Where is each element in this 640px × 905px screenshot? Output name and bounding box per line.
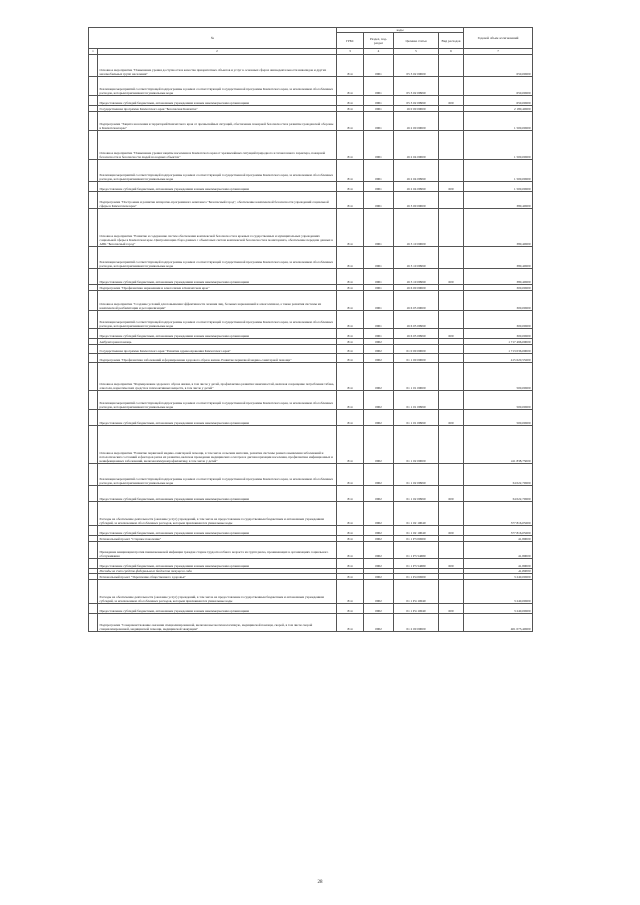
grbs-cell: 814 — [337, 604, 364, 614]
section-cell: 0902 — [364, 604, 394, 614]
expense-name-cell: Основное мероприятие "Повышение уровня защиты населения и Камчатского края от чрезвычайных ситуаций природного и техногенного характера, пожарной безопасности и безопасности людей на водных объектах" — [98, 131, 337, 160]
expense-type-cell — [439, 131, 464, 160]
row-index-cell — [89, 580, 98, 604]
expense-type-cell — [439, 426, 464, 464]
row-index-cell — [89, 112, 98, 131]
section-cell: 0901 — [364, 106, 394, 112]
target-article-cell: 01 2 00 00000 — [394, 614, 439, 632]
target-article-cell: 01 1 01 00000 — [394, 363, 439, 391]
section-cell: 0902 — [364, 536, 394, 542]
section-cell: 0902 — [364, 339, 394, 345]
section-cell: 0902 — [364, 464, 394, 486]
table-row — [89, 311, 533, 329]
row-index-cell — [89, 542, 98, 559]
target-article-cell: 16 3 10 09990 — [394, 247, 439, 269]
expense-type-cell — [439, 464, 464, 486]
amount-cell: 3 240,00000 — [464, 580, 533, 604]
section-cell: 0901 — [364, 77, 394, 96]
target-article-cell: 01 1 01 09990 — [394, 410, 439, 426]
column-number: 7 — [464, 49, 533, 55]
column-number: 3 — [337, 49, 364, 55]
section-cell: 0902 — [364, 526, 394, 536]
amount-cell: 1 500,00000 — [464, 131, 533, 160]
expense-type-cell — [439, 112, 464, 131]
row-index-cell — [89, 131, 98, 160]
amount-cell: 34 022,70000 — [464, 486, 533, 502]
grbs-cell: 814 — [337, 526, 364, 536]
amount-cell: 415 620,55000 — [464, 354, 533, 363]
row-index-cell — [89, 269, 98, 285]
expense-name-cell: Предоставление субсидий бюджетным, автономным учреждениям и иным некоммерческим организациям — [98, 182, 337, 192]
grbs-cell: 814 — [337, 269, 364, 285]
section-cell: 0902 — [364, 559, 394, 569]
expense-name-cell: Предоставление субсидий бюджетным, автономным учреждениям и иным некоммерческим организациям — [98, 269, 337, 285]
expense-type-cell: 600 — [439, 182, 464, 192]
amount-cell: 650,00000 — [464, 96, 533, 106]
amount-cell: 411 838,75000 — [464, 426, 533, 464]
target-article-cell: 01 1 01 09990 — [394, 391, 439, 410]
amount-cell: 300,00000 — [464, 285, 533, 291]
section-cell: 0902 — [364, 574, 394, 580]
expense-name-cell: Основное мероприятие "Развитие первичной медико-санитарной помощи, в том числе сельским жителям, развитие системы раннего выявления заболеваний и патологических состояний и факторов риска их развития, включая проведение медицинских осмотров и диспансеризации населения, профилактика инфекционных и неинфекционных заболеваний, включая иммунопрофилактику, в том числе у детей" — [98, 426, 337, 464]
target-article-cell: 01 1 P3 54680 — [394, 559, 439, 569]
table-row — [89, 329, 533, 339]
table-row — [89, 247, 533, 269]
table-row — [89, 77, 533, 96]
grbs-cell: 814 — [337, 339, 364, 345]
table-row — [89, 182, 533, 192]
target-article-cell: 16 0 00 00000 — [394, 106, 439, 112]
row-index-cell — [89, 391, 98, 410]
grbs-cell: 814 — [337, 209, 364, 247]
target-article-cell: 01 1 P4 10040 — [394, 604, 439, 614]
grbs-cell: 814 — [337, 502, 364, 526]
grbs-cell: 814 — [337, 291, 364, 311]
expense-name-cell: Подпрограмма "Профилактика наркомании и алкоголизма в Камчатском крае" — [98, 285, 337, 291]
expense-type-cell: 600 — [439, 604, 464, 614]
section-cell: 0902 — [364, 391, 394, 410]
table-row — [89, 502, 533, 526]
expense-name-cell: Реализация мероприятий соответствующей подпрограммы в рамках соответствующей государственной программы Камчатского края, за исключением обособленных расходов, которым присваиваются уникальные коды — [98, 391, 337, 410]
expense-name-cell: Основное мероприятие "Повышение уровня доступности и качества приоритетных объектов и услуг в основных сферах жизнедеятельности инвалидов и других маломобильных групп населения" — [98, 55, 337, 77]
row-index-cell — [89, 55, 98, 77]
grbs-cell: 814 — [337, 574, 364, 580]
section-cell: 0901 — [364, 329, 394, 339]
row-index-cell — [89, 209, 98, 247]
row-index-cell — [89, 329, 98, 339]
target-article-cell: 01 1 02 10040 — [394, 502, 439, 526]
amount-cell: 500,00000 — [464, 410, 533, 426]
amount-cell: 1 717 496,00000 — [464, 339, 533, 345]
table-row — [89, 192, 533, 209]
expense-type-cell: 600 — [439, 559, 464, 569]
section-cell: 0901 — [364, 160, 394, 182]
section-cell: 0901 — [364, 112, 394, 131]
grbs-cell: 814 — [337, 106, 364, 112]
table-row — [89, 131, 533, 160]
amount-cell: 377 816,05000 — [464, 526, 533, 536]
header-grbs: ГРБС — [337, 33, 364, 49]
section-cell: 0901 — [364, 192, 394, 209]
target-article-cell: 05 3 02 09990 — [394, 96, 439, 106]
section-cell: 0901 — [364, 182, 394, 192]
column-number: 1 — [89, 49, 98, 55]
grbs-cell: 814 — [337, 426, 364, 464]
grbs-cell: 814 — [337, 329, 364, 339]
grbs-cell: 814 — [337, 614, 364, 632]
section-cell: 0902 — [364, 354, 394, 363]
section-cell: 0901 — [364, 55, 394, 77]
row-index-cell — [89, 182, 98, 192]
table-row — [89, 604, 533, 614]
expense-type-cell — [439, 77, 464, 96]
expense-name-cell: Подпрограмма "Профилактика заболеваний и формирование здорового образа жизни. Развитие первичной медико-санитарной помощи" — [98, 354, 337, 363]
section-cell: 0902 — [364, 542, 394, 559]
expense-type-cell — [439, 391, 464, 410]
grbs-cell: 814 — [337, 354, 364, 363]
target-article-cell: 16 2 04 09990 — [394, 182, 439, 192]
header-amount: Годовой объем ассигнований — [464, 28, 533, 49]
grbs-cell: 814 — [337, 410, 364, 426]
target-article-cell: 16 6 05 00000 — [394, 291, 439, 311]
amount-cell: 300,00000 — [464, 291, 533, 311]
grbs-cell: 814 — [337, 536, 364, 542]
grbs-cell: 814 — [337, 192, 364, 209]
table-row — [89, 363, 533, 391]
target-article-cell: 16 6 00 00000 — [394, 285, 439, 291]
target-article-cell: 16 3 00 00000 — [394, 192, 439, 209]
expense-type-cell: 600 — [439, 410, 464, 426]
amount-cell: 2 180,40000 — [464, 106, 533, 112]
grbs-cell: 814 — [337, 486, 364, 502]
table-row — [89, 614, 533, 632]
expense-name-cell: Предоставление субсидий бюджетным, автономным учреждениям и иным некоммерческим организациям — [98, 410, 337, 426]
table-row — [89, 209, 533, 247]
grbs-cell: 814 — [337, 311, 364, 329]
amount-cell: 41,80000 — [464, 569, 533, 574]
target-article-cell: 01 1 02 00000 — [394, 426, 439, 464]
column-number: 5 — [394, 49, 439, 55]
section-cell: 0901 — [364, 311, 394, 329]
row-index-cell — [89, 77, 98, 96]
section-cell: 0902 — [364, 426, 394, 464]
grbs-cell: 814 — [337, 363, 364, 391]
target-article-cell: 01 1 02 09990 — [394, 464, 439, 486]
expense-name-cell: Реализация мероприятий соответствующей подпрограммы в рамках соответствующей государственной программы Камчатского края, за исключением обособленных расходов, которым присваиваются уникальные коды — [98, 247, 337, 269]
column-number: 6 — [439, 49, 464, 55]
target-article-cell: 16 6 05 09990 — [394, 329, 439, 339]
expense-name-cell: Предоставление субсидий бюджетным, автономным учреждениям и иным некоммерческим организациям — [98, 329, 337, 339]
row-index-cell — [89, 96, 98, 106]
expense-name-cell: Расходы за счет средств федерального бюджета текущего года — [98, 569, 337, 574]
row-index-cell — [89, 160, 98, 182]
expense-type-cell: 600 — [439, 96, 464, 106]
table-row — [89, 486, 533, 502]
table-row — [89, 526, 533, 536]
expense-name-cell: Подпрограмма "Построение и развитие аппаратно-программного комплекса "Безопасный город", обеспечение комплексной безопасности учреждений социальной сферы в Камчатском крае" — [98, 192, 337, 209]
budget-table-sheet — [88, 27, 532, 632]
section-cell: 0901 — [364, 285, 394, 291]
expense-name-cell: Амбулаторная помощь — [98, 339, 337, 345]
row-index-cell — [89, 311, 98, 329]
expense-name-cell: Предоставление субсидий бюджетным, автономным учреждениям и иным некоммерческим организациям — [98, 526, 337, 536]
amount-cell: 3 240,00000 — [464, 574, 533, 580]
table-row — [89, 345, 533, 354]
expense-type-cell — [439, 502, 464, 526]
section-cell: 0901 — [364, 131, 394, 160]
row-index-cell — [89, 426, 98, 464]
expense-name-cell: Государственная программа Камчатского края "Развитие здравоохранения Камчатского края" — [98, 345, 337, 354]
target-article-cell: 01 0 00 00000 — [394, 345, 439, 354]
section-cell: 0901 — [364, 96, 394, 106]
expense-name-cell: Реализация мероприятий соответствующей подпрограммы в рамках соответствующей государственной программы Камчатского края, за исключением обособленных расходов, которым присваиваются уникальные коды — [98, 311, 337, 329]
header-expense-type: Вид расходов — [439, 33, 464, 49]
table-row — [89, 391, 533, 410]
target-article-cell: 16 2 04 00000 — [394, 131, 439, 160]
expense-type-cell: 600 — [439, 269, 464, 285]
row-index-cell — [89, 502, 98, 526]
expense-name-cell: Основное мероприятие "Развитие и содержание систем обеспечения комплексной безопасности в краевых государственных и муниципальных учреждениях социальной сферы в Камчатском крае. Централизация сбора данных с объектовых систем комплексной безопасности и мониторинга, обеспечение передачи данных в АПК "Безопасный город" — [98, 209, 337, 247]
row-index-cell — [89, 464, 98, 486]
expense-name-cell: Предоставление субсидий бюджетным, автономным учреждениям и иным некоммерческим организациям — [98, 604, 337, 614]
table-row — [89, 160, 533, 182]
grbs-cell: 814 — [337, 160, 364, 182]
expense-type-cell — [439, 209, 464, 247]
amount-cell: 380,40000 — [464, 209, 533, 247]
amount-cell: 401 073,40000 — [464, 614, 533, 632]
grbs-cell: 814 — [337, 96, 364, 106]
amount-cell: 41,80000 — [464, 559, 533, 569]
expense-name-cell: Реализация мероприятий соответствующей подпрограммы в рамках соответствующей государственной программы Камчатского края, за исключением обособленных расходов, которым присваиваются уникальные коды — [98, 77, 337, 96]
expense-type-cell: 600 — [439, 526, 464, 536]
expense-name-cell: Региональный проект "Укрепление общественного здоровья" — [98, 574, 337, 580]
page-number: 28 — [317, 880, 323, 885]
header-codes: коды — [337, 28, 464, 33]
target-article-cell: 01 1 P3 00000 — [394, 536, 439, 542]
grbs-cell: 814 — [337, 131, 364, 160]
expense-name-cell: Реализация мероприятий соответствующей подпрограммы в рамках соответствующей государственной программы Камчатского края, за исключением обособленных расходов, которым присваиваются уникальные коды — [98, 464, 337, 486]
row-index-cell — [89, 291, 98, 311]
expense-name-cell: Расходы на обеспечение деятельности (оказание услуг) учреждений, в том числе на предоставление государственным бюджетным и автономным учреждениям субсидий, за исключением обособленных расходов, которым присваиваются уникальные коды — [98, 580, 337, 604]
target-article-cell: 01 1 P3 54680 — [394, 542, 439, 559]
amount-cell: 41,80000 — [464, 536, 533, 542]
section-cell: 0902 — [364, 580, 394, 604]
column-number: 2 — [98, 49, 337, 55]
amount-cell: 1 500,00000 — [464, 112, 533, 131]
section-cell: 0902 — [364, 345, 394, 354]
table-row — [89, 410, 533, 426]
grbs-cell: 814 — [337, 112, 364, 131]
amount-cell: 500,00000 — [464, 391, 533, 410]
expense-name-cell: Предоставление субсидий бюджетным, автономным учреждениям и иным некоммерческим организациям — [98, 559, 337, 569]
target-article-cell: 01 1 02 10040 — [394, 526, 439, 536]
grbs-cell: 814 — [337, 391, 364, 410]
amount-cell: 650,00000 — [464, 77, 533, 96]
table-row — [89, 426, 533, 464]
section-cell: 0902 — [364, 410, 394, 426]
grbs-cell: 814 — [337, 464, 364, 486]
row-index-cell — [89, 559, 98, 569]
target-article-cell: 01 1 P4 10040 — [394, 580, 439, 604]
expense-name-cell: Проведение вакцинации против пневмококковой инфекции граждан старше трудоспособного возраста из групп риска, проживающих в организациях социального обслуживания — [98, 542, 337, 559]
row-index-cell — [89, 614, 98, 632]
row-index-cell — [89, 363, 98, 391]
budget-table — [88, 27, 533, 632]
row-index-cell — [89, 526, 98, 536]
expense-name-cell: Государственная программа Камчатского края "Безопасная Камчатка" — [98, 106, 337, 112]
grbs-cell: 814 — [337, 580, 364, 604]
expense-name-cell: Предоставление субсидий бюджетным, автономным учреждениям и иным некоммерческим организациям — [98, 96, 337, 106]
header-target-article: Целевая статья — [394, 33, 439, 49]
target-article-cell: 01 1 P4 00000 — [394, 574, 439, 580]
row-index-cell — [89, 247, 98, 269]
column-number: 4 — [364, 49, 394, 55]
target-article-cell: 01 1 02 09990 — [394, 486, 439, 502]
expense-type-cell — [439, 311, 464, 329]
section-cell: 0901 — [364, 269, 394, 285]
expense-name-cell: Региональный проект "Старшее поколение" — [98, 536, 337, 542]
expense-type-cell — [439, 55, 464, 77]
table-row — [89, 354, 533, 363]
grbs-cell: 814 — [337, 285, 364, 291]
grbs-cell: 814 — [337, 182, 364, 192]
expense-name-cell: Предоставление субсидий бюджетным, автономным учреждениям и иным некоммерческим организациям — [98, 486, 337, 502]
expense-type-cell — [439, 192, 464, 209]
section-cell: 0902 — [364, 614, 394, 632]
expense-type-cell — [439, 345, 464, 354]
table-row — [89, 96, 533, 106]
grbs-cell: 814 — [337, 247, 364, 269]
expense-type-cell — [439, 354, 464, 363]
section-cell: 0901 — [364, 209, 394, 247]
expense-name-cell: Основное мероприятие "Формирование здорового образа жизни, в том числе у детей, профилактика развития зависимостей, включая сокращение потребления табака, алкоголя, наркотических средств и психоактивных веществ, в том числе у детей" — [98, 363, 337, 391]
expense-type-cell: 600 — [439, 486, 464, 502]
expense-type-cell — [439, 291, 464, 311]
section-cell: 0901 — [364, 247, 394, 269]
expense-type-cell — [439, 247, 464, 269]
row-index-cell — [89, 486, 98, 502]
grbs-cell: 814 — [337, 559, 364, 569]
amount-cell: 1 500,00000 — [464, 160, 533, 182]
expense-name-cell: Подпрограмма "Защита населения и территорий Камчатского края от чрезвычайных ситуаций, обеспечение пожарной безопасности и развитие гражданской обороны в Камчатском крае" — [98, 112, 337, 131]
expense-name-cell: Реализация мероприятий соответствующей подпрограммы в рамках соответствующей государственной программы Камчатского края, за исключением обособленных расходов, которым присваиваются уникальные коды — [98, 160, 337, 182]
grbs-cell: 814 — [337, 542, 364, 559]
amount-cell: 500,00000 — [464, 363, 533, 391]
target-article-cell: 16 2 04 09990 — [394, 160, 439, 182]
target-article-cell: 16 6 05 09990 — [394, 311, 439, 329]
target-article-cell: 16 2 00 00000 — [394, 112, 439, 131]
header-razdel: Раздел, под-раздел — [364, 33, 394, 49]
expense-name-cell: Основное мероприятие "Создание условий для повышения эффективности лечения лиц, больных наркоманией и алкоголизмом, а также развития системы их комплексной реабилитации и ресоциализации" — [98, 291, 337, 311]
budget-rows — [89, 55, 533, 632]
amount-cell: 300,00000 — [464, 311, 533, 329]
expense-name-cell: Расходы на обеспечение деятельности (оказание услуг) учреждений, в том числе на предоставление государственным бюджетным и автономным учреждениям субсидий, за исключением обособленных расходов, которым присваиваются уникальные коды — [98, 502, 337, 526]
grbs-cell: 814 — [337, 77, 364, 96]
target-article-cell: 16 3 10 00000 — [394, 209, 439, 247]
expense-type-cell — [439, 580, 464, 604]
expense-name-cell: Подпрограмма "Совершенствование оказания специализированной, включая высокотехнологичную, медицинской помощи, скорой, в том числе скорой специализированной, медицинской помощи, медицинской эвакуации" — [98, 614, 337, 632]
row-index-cell — [89, 345, 98, 354]
section-cell: 0902 — [364, 486, 394, 502]
amount-cell: 41,80000 — [464, 542, 533, 559]
row-index-cell — [89, 192, 98, 209]
expense-type-cell: 600 — [439, 329, 464, 339]
expense-type-cell — [439, 614, 464, 632]
table-row — [89, 464, 533, 486]
table-row — [89, 291, 533, 311]
target-article-cell: 16 3 10 09990 — [394, 269, 439, 285]
amount-cell: 650,00000 — [464, 55, 533, 77]
amount-cell: 1 713 036,00000 — [464, 345, 533, 354]
table-row — [89, 55, 533, 77]
section-cell: 0902 — [364, 502, 394, 526]
target-article-cell: 05 3 02 09990 — [394, 77, 439, 96]
section-cell: 0902 — [364, 363, 394, 391]
section-cell: 0901 — [364, 291, 394, 311]
amount-cell: 380,40000 — [464, 247, 533, 269]
amount-cell: 380,40000 — [464, 192, 533, 209]
expense-type-cell — [439, 363, 464, 391]
target-article-cell: 05 3 02 00000 — [394, 55, 439, 77]
amount-cell: 34 022,70000 — [464, 464, 533, 486]
grbs-cell: 814 — [337, 55, 364, 77]
expense-type-cell — [439, 160, 464, 182]
grbs-cell: 814 — [337, 345, 364, 354]
header-number: № — [89, 28, 337, 49]
amount-cell: 3 240,00000 — [464, 604, 533, 614]
table-row — [89, 112, 533, 131]
target-article-cell: 01 1 00 00000 — [394, 354, 439, 363]
table-row — [89, 542, 533, 559]
table-row — [89, 269, 533, 285]
amount-cell: 377 816,05000 — [464, 502, 533, 526]
amount-cell: 1 500,00000 — [464, 182, 533, 192]
table-row — [89, 580, 533, 604]
row-index-cell — [89, 410, 98, 426]
amount-cell: 380,40000 — [464, 269, 533, 285]
row-index-cell — [89, 354, 98, 363]
row-index-cell — [89, 604, 98, 614]
table-row — [89, 559, 533, 569]
amount-cell: 300,00000 — [464, 329, 533, 339]
expense-type-cell — [439, 542, 464, 559]
